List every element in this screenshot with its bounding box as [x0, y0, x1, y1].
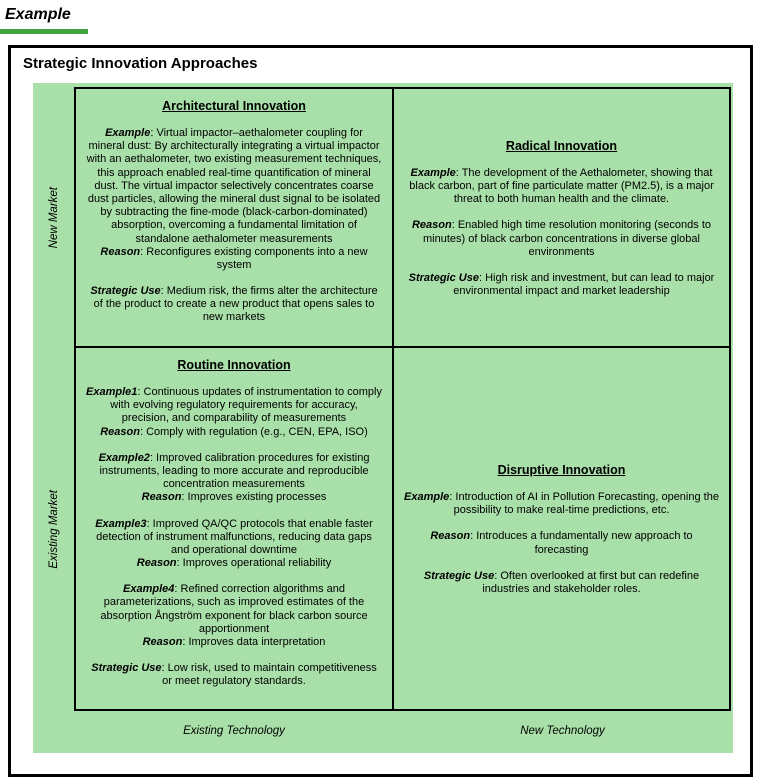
- paragraph: [86, 491, 382, 504]
- paragraph: [404, 167, 719, 207]
- paragraph-lead: Reason: [142, 636, 183, 648]
- paragraph: [86, 426, 382, 439]
- paragraph-text: : Continuous updates of instrumentation to comply with evolving regulatory requirements for accuracy, precision, and comparability of measurements: [110, 386, 382, 425]
- paragraph: [86, 386, 382, 426]
- paragraph-text: : Often overlooked at first but can redefine industries and stakeholder roles.: [482, 569, 700, 595]
- x-axis-label-new-technology: New Technology: [520, 725, 605, 737]
- paragraph: [404, 491, 719, 517]
- paragraph-lead: Strategic Use: [90, 285, 161, 298]
- paragraph: [86, 636, 382, 649]
- paragraph: [404, 530, 719, 556]
- paragraph-text: : Improved QA/QC protocols that enable faster detection of instrument malfunctions, reducing data gaps and operational downtime: [96, 517, 373, 556]
- paragraph: [86, 557, 382, 570]
- paragraph-text: : Introduction of AI in Pollution Forecasting, opening the possibility to make real-time predictions, etc.: [449, 490, 719, 517]
- paragraph-text: : Improved calibration procedures for existing instruments, leading to more accurate and reproducible concentration measurements: [99, 451, 370, 491]
- quadrant-title: Routine Innovation: [177, 358, 291, 372]
- paragraph-text: : Low risk, used to maintain competitiveness or meet regulatory standards.: [161, 662, 377, 688]
- paragraph-text: : Refined correction algorithms and parameterizations, such as improved estimates of the absorption Ångström exponent for black carbon source apportionment: [100, 583, 368, 635]
- paragraph-lead: Example4: [123, 583, 175, 596]
- paragraph: [86, 127, 382, 246]
- figure-title: Strategic Innovation Approaches: [23, 55, 258, 72]
- paragraph-text: : Improves operational reliability: [176, 557, 332, 570]
- paragraph-lead: Example: [404, 490, 450, 503]
- paragraph-lead: Example1: [86, 386, 138, 398]
- matrix-background: [33, 83, 733, 753]
- paragraph-text: : Introduces a fundamentally new approach to forecasting: [470, 530, 693, 556]
- paragraph-text: : Medium risk, the firms alter the architecture of the product to create a new product that opens sales to new markets: [93, 285, 378, 324]
- paragraph: [404, 272, 719, 298]
- paragraph-lead: Example2: [98, 451, 150, 464]
- paragraph-text: : Virtual impactor–aethalometer coupling for mineral dust: By architecturally integrating a virtual impactor with an aethalometer, two existing measurement techniques, this approach enabled real-time quantification of mineral dust. The virtual impactor selectively concentrates coarse dust particles, allowing the mineral dust signal to be isolated by subtracting the fine-mode (black-carbon-dominated) absorption, overcoming a fundamental limitation of standalone aethalometer measurements: [86, 127, 382, 245]
- paragraph-lead: Reason: [430, 530, 471, 543]
- paragraph-lead: Example: [105, 127, 151, 139]
- paragraph-lead: Strategic Use: [423, 569, 495, 582]
- paragraph-lead: Example3: [95, 517, 147, 530]
- paragraph-lead: Example: [410, 166, 456, 179]
- paragraph-lead: Strategic Use: [91, 662, 162, 675]
- quadrant-title: Disruptive Innovation: [497, 462, 626, 477]
- matrix-grid: [74, 87, 731, 711]
- y-axis-label-new-market: [33, 87, 74, 348]
- quadrant-disruptive: [394, 348, 731, 711]
- paragraph-text: : Enabled high time resolution monitoring (seconds to minutes) of black carbon concentrations in diverse global environments: [423, 219, 711, 258]
- paragraph-text: : Comply with regulation (e.g., CEN, EPA, ISO): [139, 425, 368, 438]
- y-axis-label-text: Existing Market: [47, 490, 60, 569]
- y-axis-label-text: New Market: [47, 186, 60, 249]
- paragraph: [404, 570, 719, 596]
- paragraph-text: : High risk and investment, but can lead to major environmental impact and market leadership: [453, 271, 715, 298]
- paragraph-lead: Reason: [411, 219, 452, 232]
- figure-frame: [8, 45, 753, 777]
- quadrant-architectural: [74, 87, 394, 348]
- paragraph-text: : The development of the Aethalometer, showing that black carbon, part of fine particulate matter (PM2.5), is a major threat to both human health and the climate.: [409, 166, 714, 206]
- paragraph: [86, 246, 382, 272]
- paragraph: [86, 583, 382, 636]
- y-axis-label-existing-market: [33, 348, 74, 711]
- example-label: Example: [5, 6, 71, 23]
- x-axis-labels: [74, 711, 731, 751]
- quadrant-routine: [74, 348, 394, 711]
- paragraph-lead: Reason: [136, 557, 177, 570]
- paragraph: [86, 452, 382, 492]
- example-underline-bar: [0, 29, 88, 34]
- x-axis-label-existing-technology: Existing Technology: [183, 725, 285, 737]
- paragraph-text: : Improves existing processes: [181, 491, 327, 504]
- quadrant-radical: [394, 87, 731, 348]
- paragraph: [86, 662, 382, 688]
- paragraph-text: : Improves data interpretation: [182, 636, 326, 648]
- quadrant-title: Architectural Innovation: [162, 99, 306, 113]
- paragraph-lead: Reason: [100, 245, 141, 258]
- quadrant-title: Radical Innovation: [505, 138, 618, 153]
- paragraph-lead: Reason: [100, 425, 140, 438]
- paragraph: [86, 518, 382, 558]
- paragraph: [404, 219, 719, 259]
- paragraph: [86, 285, 382, 325]
- paragraph-text: : Reconfigures existing components into a new system: [140, 245, 368, 271]
- paragraph-lead: Strategic Use: [408, 271, 479, 284]
- paragraph-lead: Reason: [141, 491, 182, 504]
